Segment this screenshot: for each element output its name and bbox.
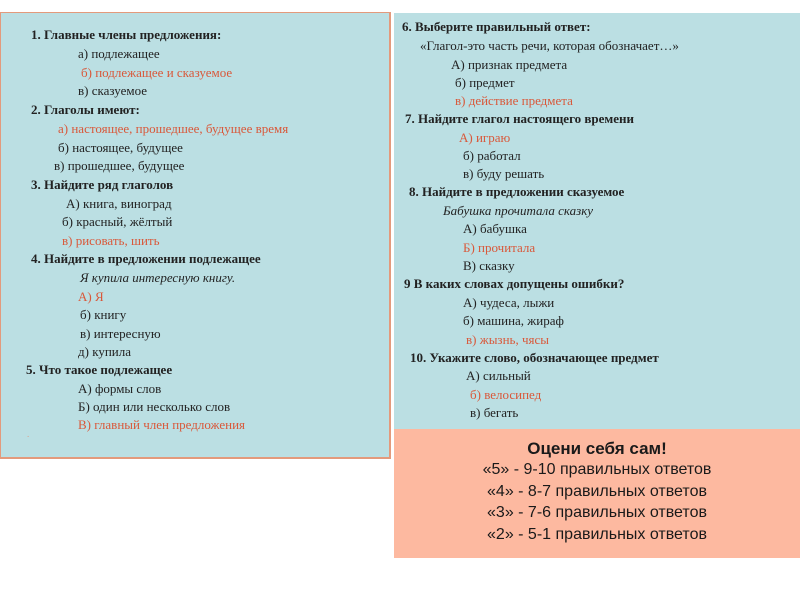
question-title: 3. Найдите ряд глаголов <box>31 177 174 192</box>
answer-option[interactable]: б) работал <box>463 148 521 163</box>
answer-option[interactable]: А) бабушка <box>463 221 527 236</box>
answer-option-correct[interactable]: в) действие предмета <box>455 93 573 108</box>
question-title: 5. Что такое подлежащее <box>26 362 173 377</box>
answer-option[interactable]: в) интересную <box>80 326 161 341</box>
answer-option-correct[interactable]: б) подлежащее и сказуемое <box>81 65 233 80</box>
question-title: 10. Укажите слово, обозначающее предмет <box>410 350 659 365</box>
question-title: 4. Найдите в предложении подлежащее <box>31 251 261 266</box>
grade-line: «2» - 5-1 правильных ответов <box>487 525 707 543</box>
answer-option[interactable]: А) сильный <box>466 368 531 383</box>
question-title: 6. Выберите правильный ответ: <box>402 19 591 34</box>
answer-option-correct[interactable]: а) настоящее, прошедшее, будущее время <box>58 121 289 136</box>
answer-option[interactable]: А) признак предмета <box>451 57 568 72</box>
grade-line: «3» - 7-6 правильных ответов <box>487 504 707 521</box>
question-sentence: Бабушка прочитала сказку <box>443 203 594 218</box>
answer-option-correct[interactable]: А) играю <box>459 130 511 145</box>
answer-option-correct[interactable]: А) Я <box>78 289 104 304</box>
answer-option[interactable]: А) книга, виноград <box>66 196 172 211</box>
answer-option[interactable]: в) сказуемое <box>78 83 147 98</box>
answer-option[interactable]: А) чудеса, лыжи <box>463 295 555 310</box>
answer-option[interactable]: а) подлежащее <box>78 46 160 61</box>
answer-option[interactable]: б) красный, жёлтый <box>62 214 173 229</box>
answer-option[interactable]: б) настоящее, будущее <box>58 140 183 155</box>
question-quote: «Глагол-это часть речи, которая обозначает…» <box>420 38 679 53</box>
question-title: 8. Найдите в предложении сказуемое <box>409 184 625 199</box>
answer-option[interactable]: в) бегать <box>470 405 519 420</box>
answer-option[interactable]: в) прошедшее, будущее <box>54 158 185 173</box>
answer-option[interactable]: б) машина, жираф <box>463 313 564 328</box>
answer-option[interactable]: В) сказку <box>463 258 515 273</box>
answer-option[interactable]: б) книгу <box>80 307 127 322</box>
grade-line: «5» - 9-10 правильных ответов <box>482 461 712 478</box>
self-assessment-title: Оцени себя сам! <box>527 439 667 458</box>
question-title: 1. Главные члены предложения: <box>31 27 222 42</box>
answer-option-correct[interactable]: Б) прочитала <box>463 240 536 255</box>
self-assessment-box <box>394 429 800 558</box>
answer-option-correct[interactable]: б) велосипед <box>470 387 542 402</box>
answer-option[interactable]: Б) один или несколько слов <box>78 399 231 414</box>
grade-line: «4» - 8-7 правильных ответов <box>487 482 707 500</box>
answer-option-correct[interactable]: в) жызнь, чясы <box>466 332 549 347</box>
stray-dot: . <box>27 429 30 439</box>
answer-option-correct[interactable]: В) главный член предложения <box>78 417 246 432</box>
answer-option[interactable]: в) буду решать <box>463 166 545 181</box>
question-sentence: Я купила интересную книгу. <box>80 270 236 285</box>
question-title: 2. Глаголы имеют: <box>31 102 140 117</box>
answer-option-correct[interactable]: в) рисовать, шить <box>62 233 160 248</box>
question-title: 9 В каких словах допущены ошибки? <box>404 276 625 291</box>
answer-option[interactable]: А) формы слов <box>78 381 162 396</box>
question-title: 7. Найдите глагол настоящего времени <box>405 111 635 126</box>
answer-option[interactable]: б) предмет <box>455 75 515 90</box>
answer-option[interactable]: д) купила <box>78 344 131 359</box>
